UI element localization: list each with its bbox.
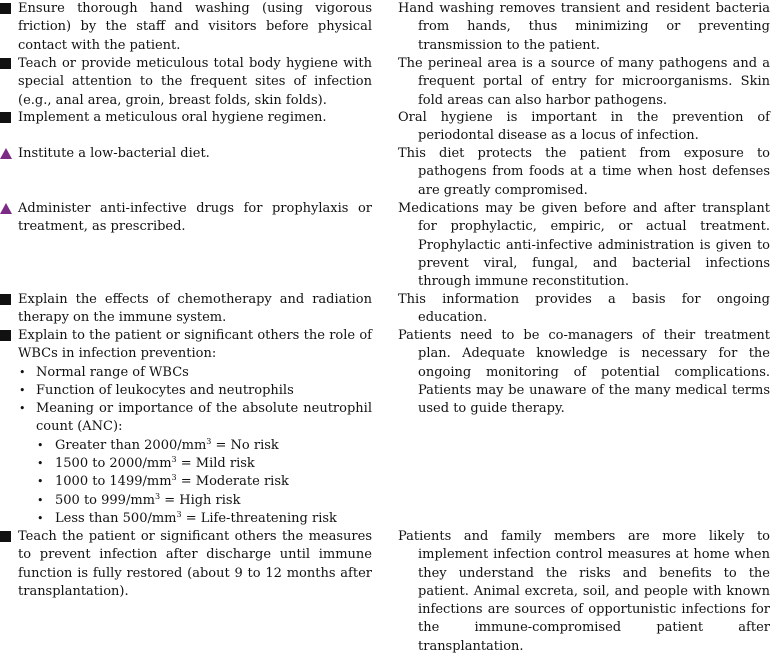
- rationale-text: Oral hygiene is important in the prevention of periodontal disease as a locus of infection.: [398, 110, 770, 144]
- intervention-cell: [0, 291, 372, 328]
- rationale-cell: [398, 528, 770, 656]
- square-bullet-icon: [0, 330, 11, 341]
- anc-risk: = Life-threatening risk: [181, 510, 337, 526]
- intervention-text: Teach or provide meticulous total body hygiene with special attention to the frequent sites of infection (e.g., anal area, groin, breast folds, skin folds).: [18, 56, 372, 108]
- rationale-cell: [398, 200, 770, 291]
- rationale-cell: [398, 327, 770, 418]
- list-item: • Normal range of WBCs: [0, 364, 372, 382]
- anc-range: 500 to 999/mm: [55, 492, 155, 508]
- rationale-text: Patients and family members are more likely to implement infection control measures at home when they understand the risks and benefits to the patient. Animal excreta, soil, and people with known infections are sources of opportunistic infections for the immune-compromised patient after transplantation.: [398, 529, 770, 654]
- exponent: 3: [176, 509, 182, 519]
- list-item: [0, 473, 372, 491]
- exponent: 3: [154, 491, 161, 501]
- anc-range: Less than 500/mm: [55, 510, 177, 526]
- anc-risk-list: [0, 437, 372, 528]
- list-item: [0, 492, 372, 510]
- anc-range: Greater than 2000/mm: [55, 437, 207, 453]
- intervention-cell: [0, 528, 372, 601]
- square-bullet-icon: [0, 3, 11, 14]
- anc-risk: = Moderate risk: [176, 474, 289, 490]
- anc-range: 1500 to 2000/mm: [55, 456, 172, 472]
- triangle-bullet-icon: [0, 148, 12, 159]
- exponent: 3: [171, 473, 177, 483]
- rationale-text: This diet protects the patient from exposure to pathogens from foods at a time when host defenses are greatly compromised.: [398, 146, 770, 198]
- intervention-cell: [0, 327, 372, 528]
- intervention-cell: [0, 145, 372, 163]
- wbc-topic-list: [0, 364, 372, 437]
- intervention-text: Institute a low-bacterial diet.: [18, 146, 210, 161]
- list-item: • Function of leukocytes and neutrophils: [0, 382, 372, 400]
- intervention-text: Explain to the patient or significant others the role of WBCs in infection prevention:: [18, 328, 372, 362]
- intervention-text: Explain the effects of chemotherapy and radiation therapy on the immune system.: [18, 292, 372, 326]
- triangle-bullet-icon: [0, 203, 12, 214]
- rationale-cell: [398, 0, 770, 55]
- list-item: [0, 455, 372, 473]
- intervention-text: Implement a meticulous oral hygiene regimen.: [18, 110, 327, 125]
- intervention-text: Administer anti-infective drugs for prophylaxis or treatment, as prescribed.: [18, 201, 372, 235]
- anc-risk: = Mild risk: [176, 456, 255, 472]
- rationale-text: Hand washing removes transient and resident bacteria from hands, thus minimizing or preventing transmission to the patient.: [398, 1, 770, 53]
- rationale-cell: [398, 55, 770, 110]
- rationale-cell: [398, 109, 770, 146]
- square-bullet-icon: [0, 112, 11, 123]
- square-bullet-icon: [0, 531, 11, 542]
- rationale-cell: [398, 145, 770, 200]
- square-bullet-icon: [0, 58, 11, 69]
- exponent: 3: [171, 455, 177, 465]
- rationale-text: The perineal area is a source of many pathogens and a frequent portal of entry for microorganisms. Skin fold areas can also harbor pathogens.: [398, 56, 770, 108]
- anc-risk: = No risk: [211, 437, 279, 453]
- list-item: • Meaning or importance of the absolute neutrophil count (ANC):: [0, 400, 372, 437]
- intervention-cell: [0, 55, 372, 110]
- square-bullet-icon: [0, 294, 11, 305]
- rationale-text: This information provides a basis for ongoing education.: [398, 292, 770, 326]
- exponent: 3: [206, 436, 212, 446]
- rationale-text: Patients need to be co-managers of their treatment plan. Adequate knowledge is necessary for the ongoing monitoring of potential complications. Patients may be unaware of the many medical terms used to guide therapy.: [398, 328, 770, 417]
- anc-risk: = High risk: [160, 492, 241, 508]
- intervention-cell: [0, 109, 372, 127]
- intervention-text: Teach the patient or significant others the measures to prevent infection after discharge until immune function is fully restored (about 9 to 12 months after transplantation).: [18, 529, 372, 599]
- list-item: [0, 510, 372, 528]
- rationale-cell: [398, 291, 770, 328]
- rationale-text: Medications may be given before and after transplant for prophylactic, empiric, or actual treatment. Prophylactic anti-infective administration is given to prevent viral, fungal, and bacterial infections through immune reconstitution.: [398, 201, 770, 290]
- intervention-cell: [0, 0, 372, 55]
- intervention-cell: [0, 200, 372, 237]
- anc-range: 1000 to 1499/mm: [55, 474, 172, 490]
- intervention-text: Ensure thorough hand washing (using vigorous friction) by the staff and visitors before physical contact with the patient.: [18, 1, 372, 53]
- list-item: [0, 437, 372, 455]
